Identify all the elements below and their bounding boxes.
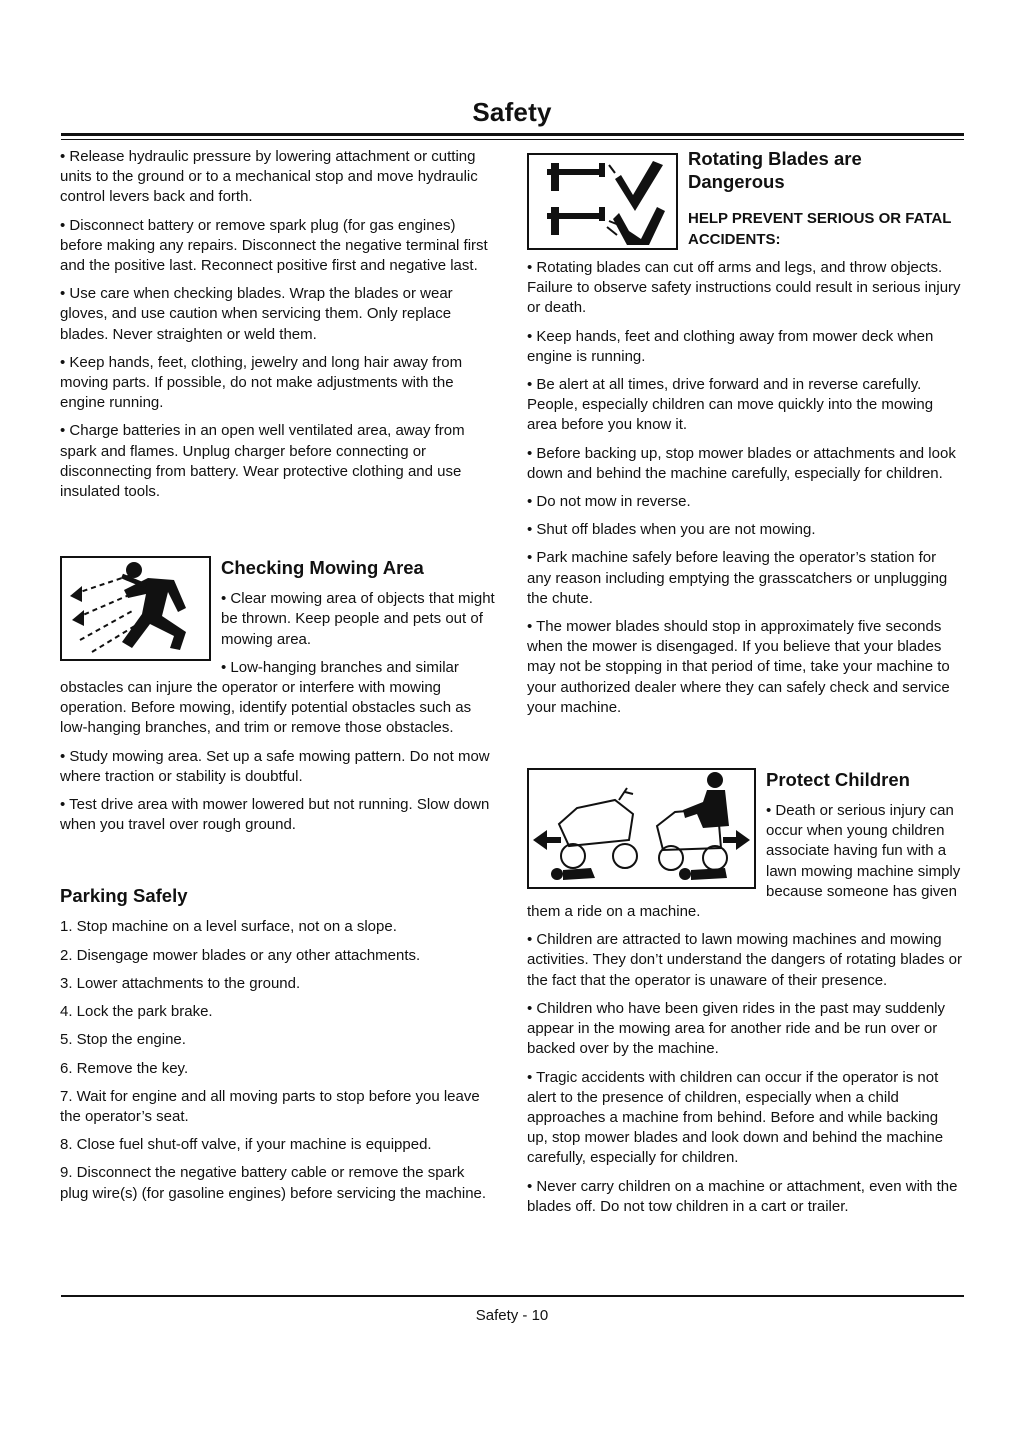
section-title-children: Protect Children: [766, 769, 910, 791]
spacer: [60, 843, 495, 884]
section-title-mowing-area: Checking Mowing Area: [221, 557, 424, 579]
blades-bullet-2: • Keep hands, feet and clothing away from mower deck when engine is running.: [527, 327, 934, 365]
section-title-parking: Parking Safely: [60, 885, 188, 907]
header-rule-thin: [61, 139, 964, 140]
children-section: [527, 768, 963, 1217]
left-column: [60, 147, 495, 1212]
intro-bullet-5: • Charge batteries in an open well ventilated area, away from spark and flames. Unplug charger before connecting or disconnecting from battery. Wear protective clothing and use insulated tools.: [60, 422, 465, 501]
intro-bullet-2: • Disconnect battery or remove spark plug (for gas engines) before making any repairs. Disconnect the negative terminal first and the positive last. Reconnect positive first and negative last.: [60, 216, 488, 275]
thrown-objects-icon: [60, 556, 211, 661]
blades-section: [527, 147, 963, 718]
intro-bullet-4: • Keep hands, feet, clothing, jewelry and long hair away from moving parts. If possible, do not make adjustments with the engine running.: [60, 353, 463, 412]
blades-bullet-7: • Park machine safely before leaving the operator’s station for any reason including emptying the grasscatchers or unplugging the chute.: [527, 549, 948, 607]
spacer: [60, 510, 495, 556]
right-column: [527, 147, 963, 1225]
footer-rule: [61, 1295, 964, 1297]
parking-step-3: 3. Lower attachments to the ground.: [60, 974, 301, 992]
blades-bullet-8: • The mower blades should stop in approximately five seconds when the mower is disengaged. If you believe that your blades may not be stopping in that period of time, take your machine to your authorized dealer where they can safely check and service your machine.: [527, 618, 950, 716]
spacer: [527, 726, 963, 768]
mowing-bullet-2: • Low-hanging branches and similar obstacles can injure the operator or interfere with mowing operation. Before mowing, identify potential obstacles such as low-hanging branches, and trim or remove those obstacles.: [60, 658, 472, 737]
children-bullet-1: • Death or serious injury can occur when young children associate having fun with a lawn mowing machine simply because someone has given them a ride on a machine.: [527, 802, 961, 921]
blades-bullet-3: • Be alert at all times, drive forward and in reverse carefully. People, especially children can move quickly into the mowing area before you know it.: [527, 376, 934, 434]
parking-step-6: 6. Remove the key.: [60, 1059, 189, 1077]
parking-step-5: 5. Stop the engine.: [60, 1031, 186, 1049]
mowing-bullet-4: • Test drive area with mower lowered but not running. Slow down when you travel over rough ground.: [60, 796, 490, 834]
parking-step-2: 2. Disengage mower blades or any other attachments.: [60, 946, 421, 964]
page-title: Safety: [472, 97, 552, 127]
parking-step-7: 7. Wait for engine and all moving parts to stop before you leave the operator’s seat.: [60, 1087, 480, 1125]
parking-step-4: 4. Lock the park brake.: [60, 1003, 213, 1021]
mowing-bullet-3: • Study mowing area. Set up a safe mowing pattern. Do not mow where traction or stability is doubtful.: [60, 747, 490, 785]
children-bullet-4: • Tragic accidents with children can occur if the operator is not alert to the presence of children, especially when a child approaches a machine from behind. Before and while backing up, stop mower blades and look down and behind the machine carefully, especially for children.: [527, 1068, 944, 1167]
rotating-blades-hands-feet-icon: [527, 153, 678, 250]
mowing-area-section: [60, 556, 495, 835]
blades-bullet-6: • Shut off blades when you are not mowing.: [527, 521, 816, 539]
mowing-bullet-1: • Clear mowing area of objects that might be thrown. Keep people and pets out of mowing area.: [221, 590, 495, 648]
blades-subheading: HELP PREVENT SERIOUS OR FATAL ACCIDENTS:: [688, 210, 952, 248]
children-bullet-3: • Children who have been given rides in the past may suddenly appear in the mowing area for another ride and be run over or backed over by the machine.: [527, 999, 946, 1058]
parking-step-1: 1. Stop machine on a level surface, not on a slope.: [60, 918, 397, 936]
children-bullet-2: • Children are attracted to lawn mowing machines and mowing activities. They don’t understand the dangers of rotating blades or the fact that the operator is unaware of their presence.: [527, 931, 962, 989]
blades-bullet-5: • Do not mow in reverse.: [527, 493, 691, 511]
page-number: Safety - 10: [475, 1307, 549, 1324]
blades-bullet-1: • Rotating blades can cut off arms and legs, and throw objects. Failure to observe safety instructions could result in serious injury or death.: [527, 259, 961, 317]
intro-bullet-1: • Release hydraulic pressure by lowering attachment or cutting units to the ground or to a mechanical stop and move hydraulic control levers back and forth.: [60, 148, 478, 206]
blades-bullet-4: • Before backing up, stop mower blades or attachments and look down and behind the machine carefully, especially for children.: [527, 444, 956, 482]
section-title-blades: Rotating Blades are Dangerous: [688, 148, 862, 192]
parking-section: [60, 884, 495, 1203]
parking-step-9: 9. Disconnect the negative battery cable or remove the spark plug wire(s) (for gasoline engines) before servicing the machine.: [60, 1164, 487, 1202]
children-bullet-5: • Never carry children on a machine or attachment, even with the blades off. Do not tow children in a cart or trailer.: [527, 1177, 958, 1215]
header-rule-thick: [61, 133, 964, 136]
children-mower-hazard-icon: [527, 768, 756, 889]
intro-bullet-3: • Use care when checking blades. Wrap the blades or wear gloves, and use caution when servicing them. Only replace blades. Never straighten or weld them.: [60, 285, 453, 343]
parking-step-8: 8. Close fuel shut-off valve, if your machine is equipped.: [60, 1136, 432, 1154]
